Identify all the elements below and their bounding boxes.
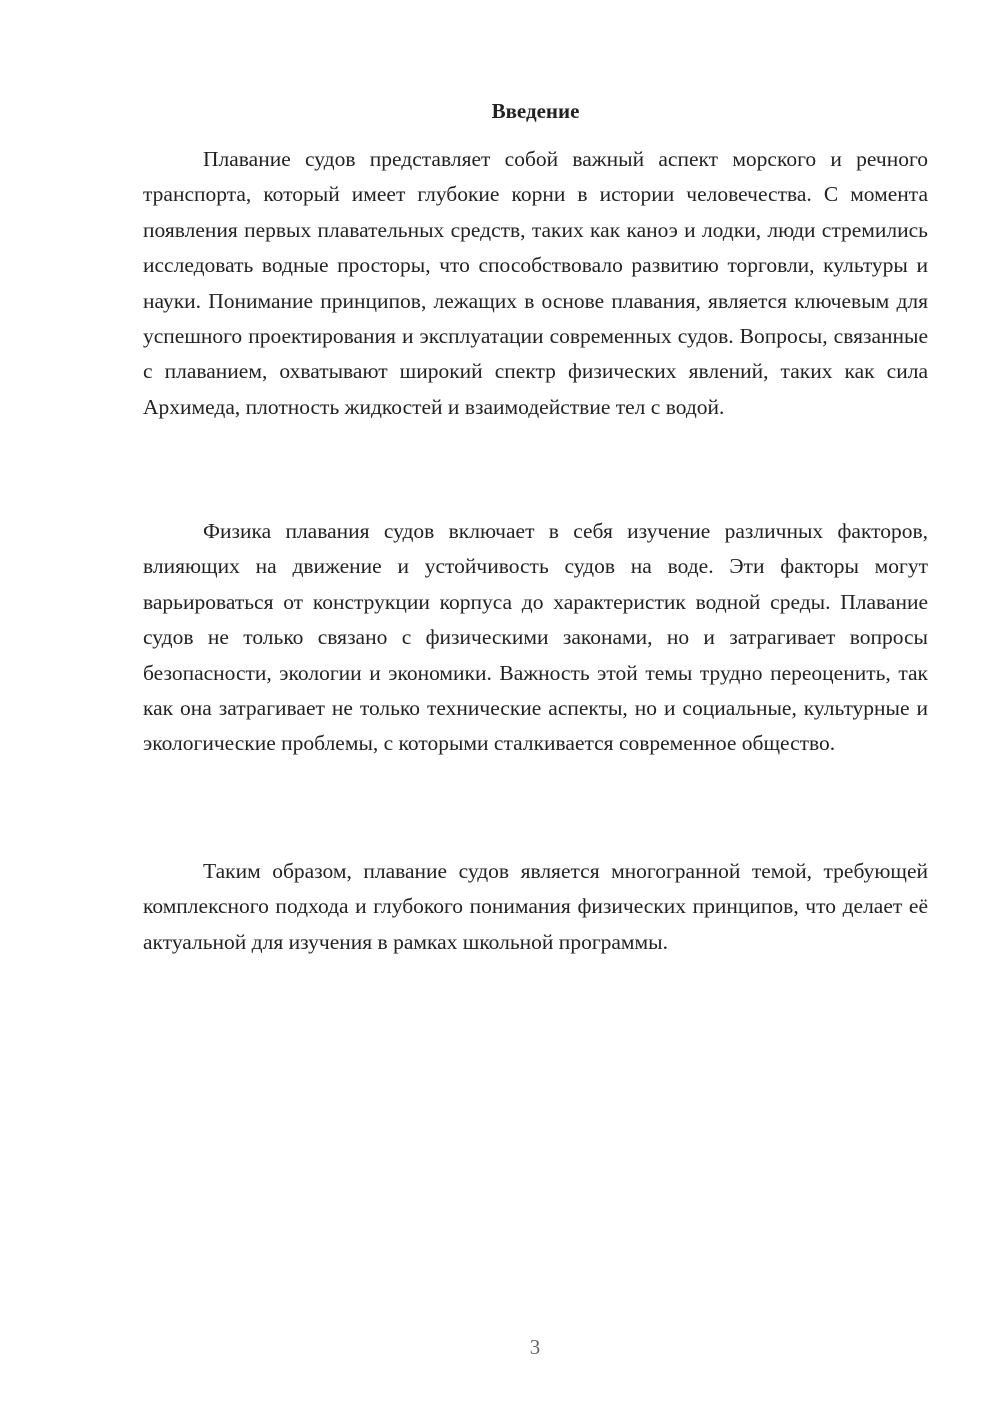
section-heading: Введение: [491, 99, 580, 123]
paragraph-1: Плавание судов представляет собой важный аспект морского и речного транспорта, который имеет глубокие корни в истории человечества. С момента появления первых плавательных средств, таких как каноэ и лодки, люди стремились исследовать водные просторы, что способствовало развитию торговли, культуры и науки. Понимание принципов, лежащих в основе плавания, является ключевым для успешного проектирования и эксплуатации современных судов. Вопросы, связанные с плаванием, охватывают широкий спектр физических явлений, таких как сила Архимеда, плотность жидкостей и взаимодействие тел с водой.: [143, 147, 928, 419]
page-number: 3: [529, 1335, 541, 1359]
paragraph-3: Таким образом, плавание судов является многогранной темой, требующей комплексного подхода и глубокого понимания физических принципов, что делает её актуальной для изучения в рамках школьной программы.: [143, 859, 928, 954]
paragraph-2: Физика плавания судов включает в себя изучение различных факторов, влияющих на движение и устойчивость судов на воде. Эти факторы могут варьироваться от конструкции корпуса до характеристик водной среды. Плавание судов не только связано с физическими законами, но и затрагивает вопросы безопасности, экологии и экономики. Важность этой темы трудно переоценить, так как она затрагивает не только технические аспекты, но и социальные, культурные и экологические проблемы, с которыми сталкивается современное общество.: [143, 519, 928, 756]
